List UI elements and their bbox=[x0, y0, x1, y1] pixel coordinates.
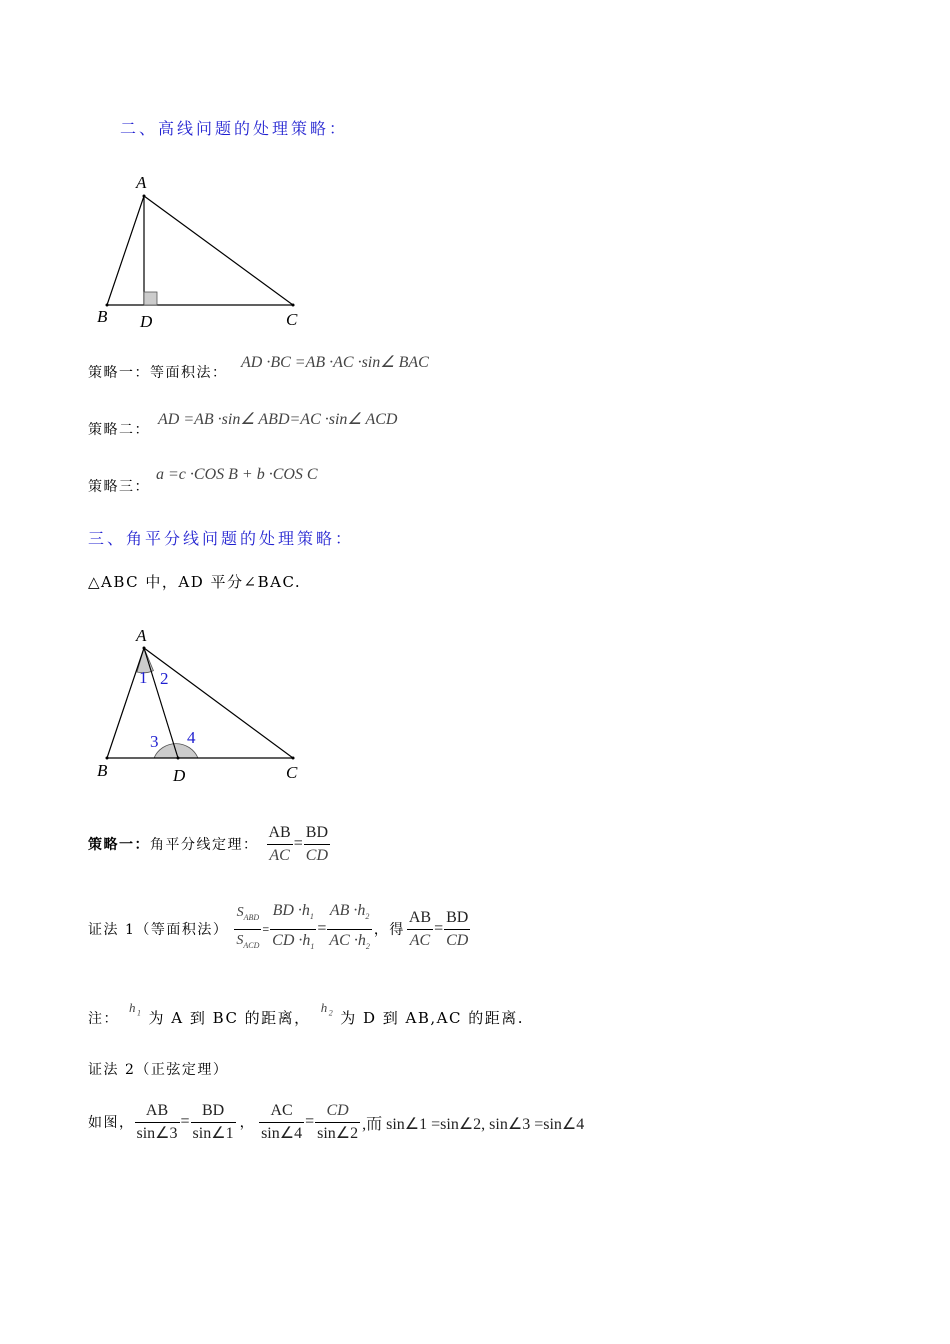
point-c bbox=[292, 757, 295, 760]
label-c: C bbox=[286, 310, 298, 329]
frac-denominator: sin∠4 bbox=[261, 1124, 303, 1142]
frac-numerator: AB bbox=[267, 822, 293, 845]
proof2-frac-4 bbox=[315, 1100, 360, 1145]
theorem-name: 角平分线定理： bbox=[150, 837, 259, 853]
frac-numerator: CD bbox=[315, 1100, 360, 1123]
theorem-frac-1 bbox=[267, 822, 293, 867]
proof1-result-frac-2 bbox=[444, 907, 470, 952]
frac-numerator: BD bbox=[444, 907, 470, 930]
proof2-formula bbox=[135, 1100, 585, 1145]
equals-sign: = bbox=[180, 1113, 190, 1130]
proof2-prefix: 如图， bbox=[88, 1115, 135, 1131]
note-h2-text: 为 D 到 AB,AC 的距离. bbox=[340, 1009, 524, 1027]
frac-denominator: CD bbox=[305, 846, 328, 864]
label-a: A bbox=[136, 626, 147, 645]
proof1-label: 证法 1（等面积法） bbox=[88, 922, 229, 938]
angle-1-label: 1 bbox=[139, 668, 148, 687]
proof1-formula bbox=[234, 900, 470, 957]
h-subscript: 1 bbox=[137, 1009, 143, 1018]
proof1-frac-area bbox=[234, 902, 261, 957]
height-subscript: 1 bbox=[310, 941, 315, 951]
strategy2-formula: AD =AB ·sin∠ ABD=AC ·sin∠ ACD bbox=[158, 411, 398, 428]
frac-numerator: AB bbox=[135, 1100, 180, 1123]
note-prefix: 注： bbox=[88, 1011, 119, 1027]
triangle-abc bbox=[107, 196, 293, 305]
area-symbol: S bbox=[236, 932, 244, 948]
proof2-tail: ,而 sin∠1 =sin∠2, sin∠3 =sin∠4 bbox=[362, 1115, 585, 1133]
angle-4-label: 4 bbox=[187, 728, 196, 747]
label-d: D bbox=[173, 766, 186, 785]
section3-heading: 三、角平分线问题的处理策略： bbox=[88, 529, 355, 548]
triangle-abc bbox=[107, 648, 293, 758]
proof2-frac-2 bbox=[191, 1100, 236, 1145]
equals-sign: = bbox=[317, 920, 327, 937]
strategy2-label: 策略二： bbox=[88, 422, 150, 438]
proof2-line bbox=[88, 1097, 584, 1147]
proof2-frac-3 bbox=[259, 1100, 304, 1145]
bisector-theorem-line bbox=[88, 820, 330, 868]
height-subscript: 2 bbox=[365, 941, 370, 951]
point-a bbox=[143, 195, 146, 198]
frac-denominator: CD bbox=[446, 931, 469, 949]
height-subscript: 2 bbox=[365, 912, 370, 922]
frac-text: BD ·h bbox=[272, 902, 310, 920]
point-d bbox=[177, 757, 180, 760]
frac-denominator: AC bbox=[409, 931, 431, 949]
frac-denominator: sin∠2 bbox=[317, 1124, 359, 1142]
label-a: A bbox=[136, 173, 147, 192]
frac-numerator: AB bbox=[407, 907, 433, 930]
proof1-frac-heights-1 bbox=[270, 900, 316, 957]
frac-text: AC ·h bbox=[329, 931, 366, 949]
strategy1-label: 策略一：等面积法： bbox=[88, 365, 228, 381]
equals-sign: = bbox=[434, 920, 444, 937]
frac-text: CD ·h bbox=[272, 931, 311, 949]
proof1-frac-heights-2 bbox=[327, 900, 371, 957]
equals-sign: = bbox=[262, 921, 270, 936]
proof1-result-frac-1 bbox=[407, 907, 433, 952]
proof1-separator: ，得 bbox=[373, 923, 405, 938]
point-a bbox=[143, 647, 146, 650]
h-symbol: h bbox=[129, 1000, 137, 1016]
label-c: C bbox=[286, 763, 298, 782]
equals-sign: = bbox=[293, 835, 303, 852]
proof2-frac-1 bbox=[135, 1100, 180, 1145]
frac-denominator: sin∠1 bbox=[192, 1124, 234, 1142]
angle-2-label: 2 bbox=[160, 669, 169, 688]
area-subscript: ABD bbox=[243, 912, 260, 922]
theorem-label: 策略一： bbox=[88, 837, 150, 853]
h-symbol: h bbox=[320, 1000, 329, 1016]
label-d: D bbox=[140, 312, 153, 331]
proof1-line bbox=[88, 904, 470, 954]
label-b: B bbox=[97, 307, 108, 326]
h-subscript: 2 bbox=[328, 1009, 335, 1018]
strategy3-label: 策略三： bbox=[88, 479, 150, 495]
altitude-triangle-figure bbox=[90, 168, 330, 338]
point-b bbox=[106, 757, 109, 760]
frac-denominator: AC bbox=[269, 846, 290, 864]
frac-numerator: BD bbox=[304, 822, 330, 845]
proof2-label: 证法 2（正弦定理） bbox=[88, 1062, 229, 1078]
area-symbol: S bbox=[236, 904, 244, 920]
label-b: B bbox=[97, 761, 108, 780]
point-c bbox=[292, 304, 295, 307]
height-subscript: 1 bbox=[309, 912, 314, 922]
note-h2 bbox=[321, 1000, 335, 1018]
strategy1-formula: AD ·BC =AB ·AC ·sin∠ BAC bbox=[241, 354, 429, 371]
note-h1 bbox=[129, 1000, 143, 1018]
section3-intro: △ABC 中，AD 平分∠BAC. bbox=[88, 573, 302, 591]
strategy3-formula: a =c ·COS B + b ·COS C bbox=[156, 466, 318, 483]
right-angle-mark bbox=[144, 292, 157, 305]
section2-heading: 二、高线问题的处理策略： bbox=[120, 119, 349, 138]
frac-denominator: sin∠3 bbox=[136, 1124, 178, 1142]
frac-text: AB ·h bbox=[329, 902, 366, 920]
area-subscript: ACD bbox=[243, 940, 260, 950]
note-h1-text: 为 A 到 BC 的距离， bbox=[148, 1009, 311, 1027]
proof2-separator: ， bbox=[239, 1116, 256, 1131]
theorem-formula bbox=[267, 822, 331, 867]
equals-sign: = bbox=[305, 1113, 315, 1130]
note-line bbox=[88, 1000, 524, 1028]
bisector-triangle-figure bbox=[90, 622, 330, 792]
frac-numerator: BD bbox=[191, 1100, 236, 1123]
angle-3-label: 3 bbox=[150, 732, 159, 751]
theorem-frac-2 bbox=[304, 822, 330, 867]
frac-numerator: AC bbox=[259, 1100, 304, 1123]
